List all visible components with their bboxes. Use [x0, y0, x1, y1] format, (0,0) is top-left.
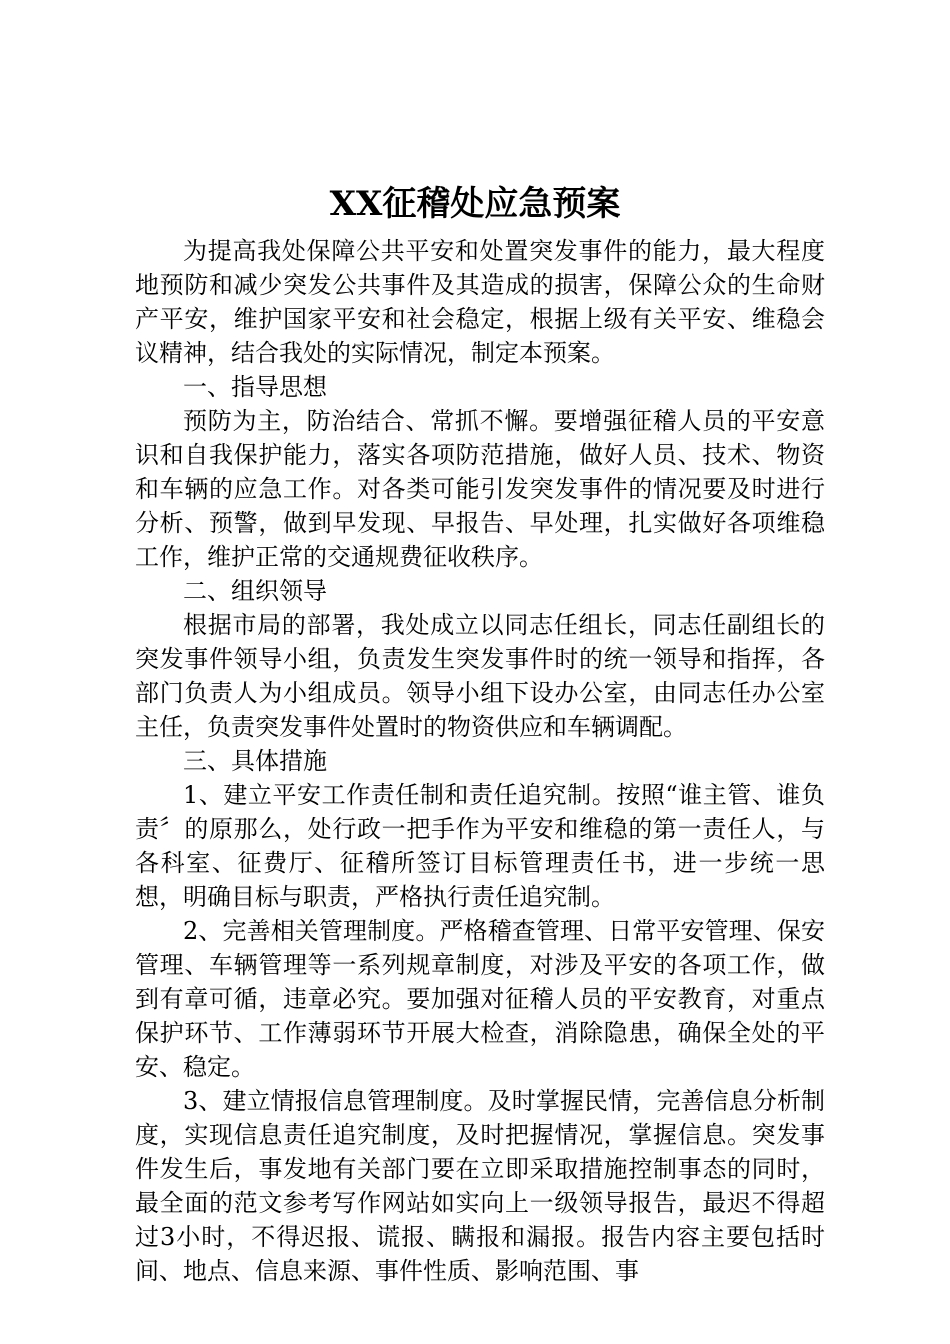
intro-paragraph: 为提高我处保障公共平安和处置突发事件的能力，最大程度地预防和减少突发公共事件及其造成的损害，保障公众的生命财产平安，维护国家平安和社会稳定，根据上级有关平安、维稳会议精神，结合我处的实际情况，制定本预案。	[135, 237, 825, 367]
section-heading-measures: 三、具体措施	[183, 747, 327, 775]
section-text-guiding-ideology: 预防为主，防治结合、常抓不懈。要增强征稽人员的平安意识和自我保护能力，落实各项防范措施，做好人员、技术、物资和车辆的应急工作。对各类可能引发突发事件的情况要及时进行分析、预警，做到早发现、早报告、早处理，扎实做好各项维稳工作，维护正常的交通规费征收秩序。	[135, 407, 825, 571]
section-heading-guiding-ideology: 一、指导思想	[183, 373, 327, 401]
section-heading-organization: 二、组织领导	[183, 577, 327, 605]
measure-item-3: 3、建立情报信息管理制度。及时掌握民情，完善信息分析制度，实现信息责任追究制度，及时把握情况，掌握信息。突发事件发生后，事发地有关部门要在立即采取措施控制事态的同时，最全面的范文参考写作网站如实向上一级领导报告，最迟不得超过3小时，不得迟报、谎报、瞒报和漏报。报告内容主要包括时间、地点、信息来源、事件性质、影响范围、事	[135, 1087, 825, 1285]
document-title: XX征稽处应急预案	[329, 184, 621, 224]
document-body	[135, 234, 825, 1288]
measure-item-2: 2、完善相关管理制度。严格稽查管理、日常平安管理、保安管理、车辆管理等一系列规章制度，对涉及平安的各项工作，做到有章可循，违章必究。要加强对征稽人员的平安教育，对重点保护环节、工作薄弱环节开展大检查，消除隐患，确保全处的平安、稳定。	[135, 917, 825, 1081]
measure-item-1: 1、建立平安工作责任制和责任追究制。按照“谁主管、谁负责〞的原那么，处行政一把手作为平安和维稳的第一责任人，与各科室、征费厅、征稽所签订目标管理责任书，进一步统一思想，明确目标与职责，严格执行责任追究制。	[135, 781, 825, 911]
section-text-organization: 根据市局的部署，我处成立以同志任组长，同志任副组长的突发事件领导小组，负责发生突发事件时的统一领导和指挥，各部门负责人为小组成员。领导小组下设办公室，由同志任办公室主任，负责突发事件处置时的物资供应和车辆调配。	[135, 611, 825, 741]
